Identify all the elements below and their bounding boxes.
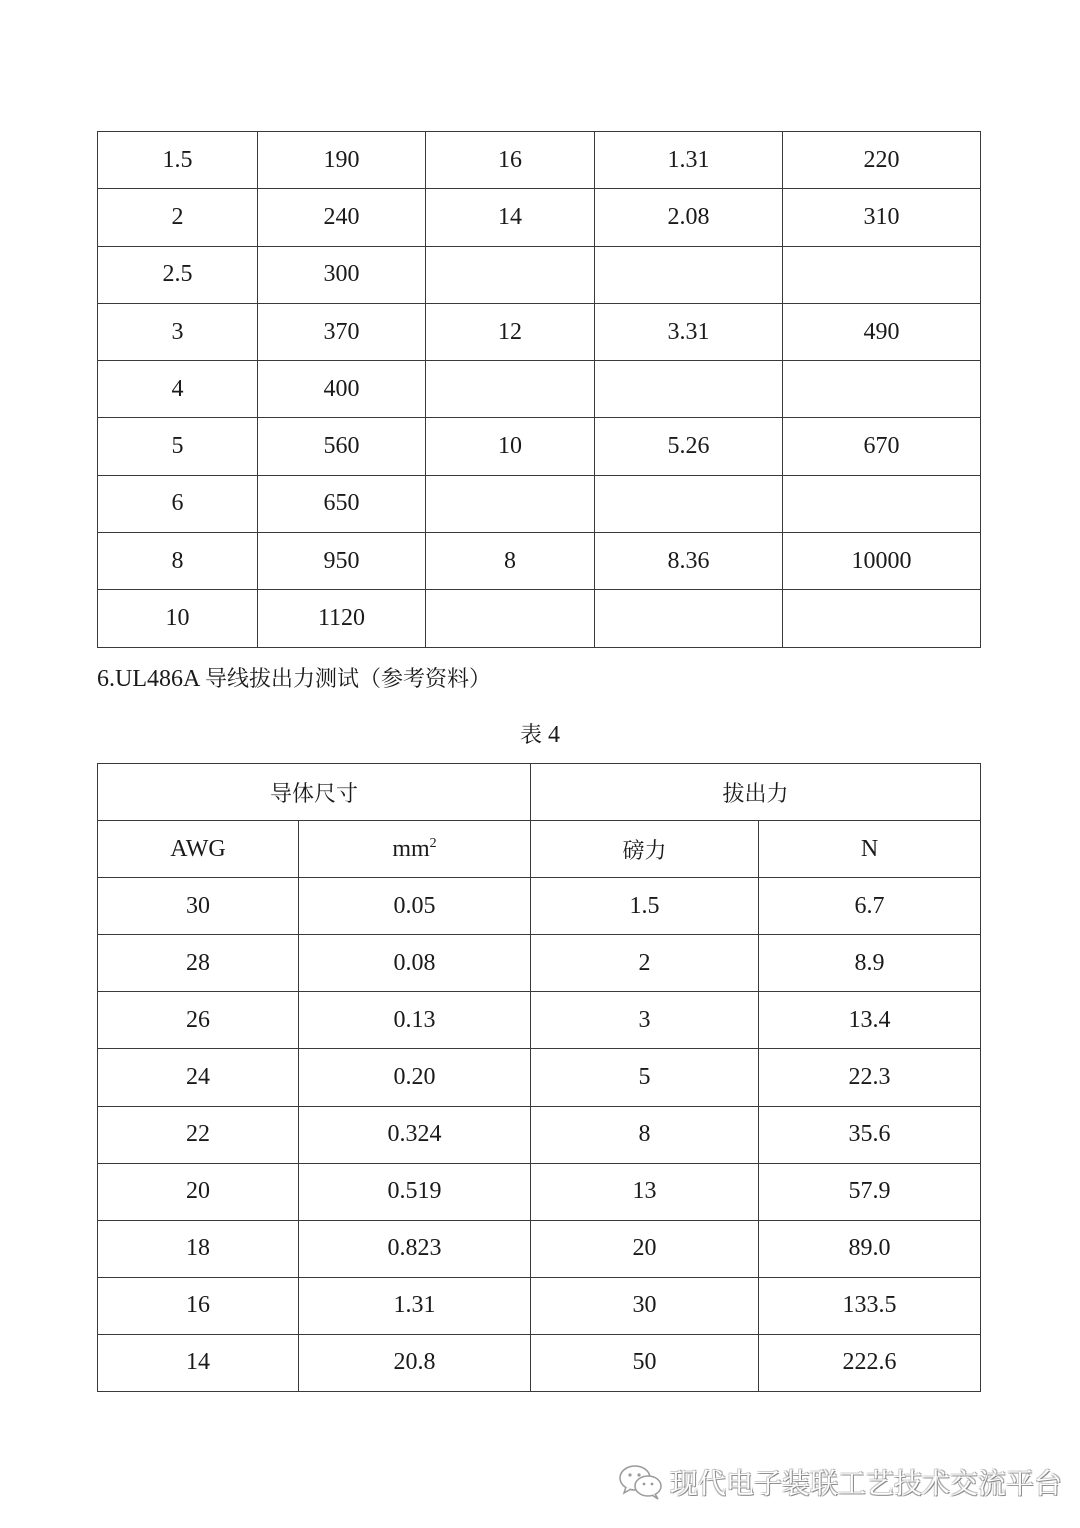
table-cell: 220 [783, 132, 981, 189]
header-awg: AWG [98, 821, 299, 878]
table-row [98, 878, 981, 935]
watermark-text: 现代电子装联工艺技术交流平台 [670, 1467, 1063, 1500]
header-pullout-force: 拔出力 [531, 764, 981, 821]
table-cell: 22 [98, 1106, 299, 1163]
watermark [618, 1462, 1062, 1502]
table-cell: 0.20 [299, 1049, 531, 1106]
pullout-force-table-body [98, 878, 981, 1392]
table-row [98, 246, 981, 303]
table-cell [595, 475, 783, 532]
table-cell: 0.13 [299, 992, 531, 1049]
table-cell: 2 [531, 935, 759, 992]
header-mm2-base: mm [392, 835, 430, 862]
table-cell: 8.36 [595, 533, 783, 590]
table-cell: 670 [783, 418, 981, 475]
table-cell: 3 [98, 303, 258, 360]
table-cell: 20 [98, 1163, 299, 1220]
table-row [98, 303, 981, 360]
table-caption-number: 4 [542, 722, 560, 748]
table-cell: 0.08 [299, 935, 531, 992]
table-cell: 8.9 [759, 935, 981, 992]
table-cell: 2.08 [595, 189, 783, 246]
table-row [98, 189, 981, 246]
table-cell: 35.6 [759, 1106, 981, 1163]
section-heading [97, 662, 491, 693]
table-cell: 22.3 [759, 1049, 981, 1106]
table-cell: 16 [426, 132, 595, 189]
header-conductor-size: 导体尺寸 [98, 764, 531, 821]
section-heading-text: 导线拔出力测试（参考资料） [205, 667, 492, 692]
table-cell: 89.0 [759, 1220, 981, 1277]
table-cell [783, 475, 981, 532]
table-cell: 222.6 [759, 1334, 981, 1391]
header-mm2-sup: 2 [429, 835, 437, 851]
table-cell: 0.823 [299, 1220, 531, 1277]
table-row [98, 1277, 981, 1334]
continued-table [97, 131, 981, 648]
table-cell: 5 [531, 1049, 759, 1106]
table-caption-label: 表 [519, 723, 542, 748]
table-row [98, 533, 981, 590]
table-row [98, 475, 981, 532]
table-cell: 30 [98, 878, 299, 935]
table-cell: 2.5 [98, 246, 258, 303]
section-heading-prefix: 6.UL486A [97, 666, 205, 692]
table-cell: 14 [426, 189, 595, 246]
table-cell: 310 [783, 189, 981, 246]
wechat-icon [618, 1463, 664, 1501]
table-cell: 10 [426, 418, 595, 475]
table-row [98, 418, 981, 475]
table-cell: 300 [258, 246, 426, 303]
table-cell: 240 [258, 189, 426, 246]
table-row [98, 1049, 981, 1106]
table-cell: 57.9 [759, 1163, 981, 1220]
table-cell: 1.5 [98, 132, 258, 189]
table-cell: 50 [531, 1334, 759, 1391]
table-cell [595, 590, 783, 647]
table-cell: 133.5 [759, 1277, 981, 1334]
table-cell: 0.324 [299, 1106, 531, 1163]
table-cell: 1.5 [531, 878, 759, 935]
table-cell [426, 361, 595, 418]
table-cell: 950 [258, 533, 426, 590]
table-row [98, 132, 981, 189]
column-header-row [98, 821, 981, 878]
table-cell: 1.31 [595, 132, 783, 189]
table-cell: 14 [98, 1334, 299, 1391]
table-cell [426, 590, 595, 647]
table-cell: 650 [258, 475, 426, 532]
table-cell: 8 [531, 1106, 759, 1163]
table-cell: 4 [98, 361, 258, 418]
table-cell: 370 [258, 303, 426, 360]
table-row [98, 1334, 981, 1391]
table-cell: 2 [98, 189, 258, 246]
header-mm2 [299, 821, 531, 878]
table-cell [426, 475, 595, 532]
table-row [98, 590, 981, 647]
table-cell: 10000 [783, 533, 981, 590]
table-cell: 8 [426, 533, 595, 590]
table-cell: 26 [98, 992, 299, 1049]
table-row [98, 1106, 981, 1163]
table-cell: 30 [531, 1277, 759, 1334]
table-cell: 5 [98, 418, 258, 475]
table-cell: 13.4 [759, 992, 981, 1049]
table-cell: 1120 [258, 590, 426, 647]
table-row [98, 361, 981, 418]
table-cell: 16 [98, 1277, 299, 1334]
table-cell [595, 361, 783, 418]
table-cell: 8 [98, 533, 258, 590]
pullout-force-table [97, 763, 981, 1392]
table-cell: 28 [98, 935, 299, 992]
table-cell: 560 [258, 418, 426, 475]
table-cell: 18 [98, 1220, 299, 1277]
table-cell: 12 [426, 303, 595, 360]
table-cell: 20 [531, 1220, 759, 1277]
table-cell [783, 590, 981, 647]
table-cell: 400 [258, 361, 426, 418]
table-cell: 6.7 [759, 878, 981, 935]
table-row [98, 935, 981, 992]
table-cell: 3 [531, 992, 759, 1049]
table-row [98, 992, 981, 1049]
continued-table-body [98, 132, 981, 648]
table-cell: 490 [783, 303, 981, 360]
table-cell: 6 [98, 475, 258, 532]
header-pound-force: 磅力 [531, 821, 759, 878]
table-cell: 0.05 [299, 878, 531, 935]
table-caption [0, 718, 1080, 749]
table-row [98, 1163, 981, 1220]
table-cell: 0.519 [299, 1163, 531, 1220]
table-cell [426, 246, 595, 303]
table-cell: 20.8 [299, 1334, 531, 1391]
table-cell: 190 [258, 132, 426, 189]
header-newton: N [759, 821, 981, 878]
table-cell: 24 [98, 1049, 299, 1106]
table-cell [783, 246, 981, 303]
table-cell: 3.31 [595, 303, 783, 360]
table-row [98, 1220, 981, 1277]
table-cell: 5.26 [595, 418, 783, 475]
table-cell [783, 361, 981, 418]
table-cell: 1.31 [299, 1277, 531, 1334]
group-header-row [98, 764, 981, 821]
table-cell [595, 246, 783, 303]
table-cell: 13 [531, 1163, 759, 1220]
table-cell: 10 [98, 590, 258, 647]
